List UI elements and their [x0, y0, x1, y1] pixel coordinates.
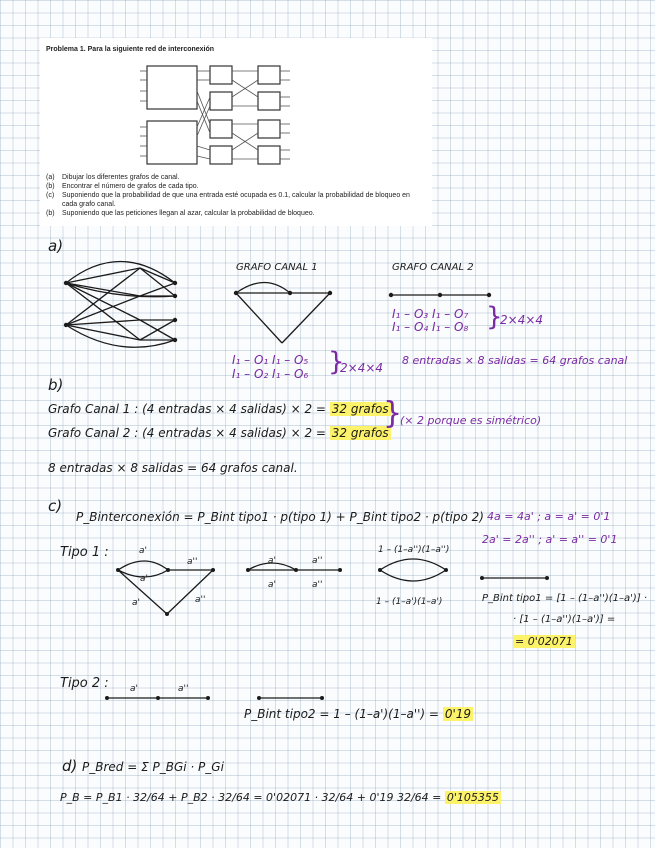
brace: } — [328, 347, 345, 377]
edge-label: a' — [139, 546, 147, 556]
edge-label: a' — [130, 684, 138, 694]
part-b-line2-result: 32 grafos — [331, 426, 389, 440]
part-b-label: b) — [48, 376, 64, 394]
equation-1: 4a = 4a' ; a = a' = 0'1 — [487, 510, 611, 523]
problem-item-text: Suponiendo que las peticiones llegan al azar, calcular la probabilidad de bloqueo. — [62, 210, 315, 217]
part-a-label: a) — [48, 237, 64, 255]
pbint2-text: P_Bint tipo2 = 1 – (1–a')(1–a'') = — [244, 707, 439, 721]
part-b-line1-result: 32 grafos — [331, 402, 389, 416]
pbint1-result — [513, 635, 575, 648]
grafo2-title: GRAFO CANAL 2 — [392, 262, 474, 273]
pbint1-line1: P_Bint tipo1 = [1 – (1–a'')(1–a')] · — [482, 593, 648, 604]
part-c-label: c) — [48, 497, 63, 515]
part-d-line2 — [60, 791, 501, 804]
problem-item-text: Dibujar los diferentes grafos de canal. — [62, 174, 180, 181]
edge-label: a' — [140, 574, 148, 584]
grafo1-title: GRAFO CANAL 1 — [236, 262, 318, 273]
pbint2-line — [244, 707, 473, 721]
grafo2-pair: I₁ – O₄ I₁ – O₈ — [392, 320, 469, 334]
symmetry-note: (× 2 porque es simétrico) — [400, 414, 542, 427]
problem-title: Problema 1. Para la siguiente red de interconexión — [46, 46, 215, 53]
part-d-line2-text: P_B = P_B1 · 32/64 + P_B2 · 32/64 = 0'02071 · 32/64 + 0'19 32/64 = — [60, 791, 442, 804]
edge-label: a'' — [312, 556, 323, 566]
problem-item-label: (a) — [46, 174, 55, 181]
brace: } — [486, 302, 503, 332]
equation-2: 2a' = 2a'' ; a' = a'' = 0'1 — [482, 533, 618, 546]
pbint1-result-value: = 0'02071 — [515, 635, 573, 648]
edge-label: a'' — [187, 557, 198, 567]
part-b-line3: 8 entradas × 8 salidas = 64 grafos canal. — [48, 461, 298, 475]
tipo2-label: Tipo 2 : — [60, 676, 109, 691]
problem-item-label: (c) — [46, 192, 55, 199]
problem-item-label: (b) — [46, 183, 55, 190]
problem-item-text: Encontrar el número de grafos de cada tipo. — [62, 183, 199, 190]
edge-label: a'' — [178, 684, 189, 694]
grafo2-pair: I₁ – O₃ I₁ – O₇ — [392, 307, 469, 321]
part-d-label: d) — [62, 757, 78, 775]
grafo1-pair: I₁ – O₂ I₁ – O₆ — [232, 367, 309, 381]
problem-item-text: Suponiendo que la probabilidad de que una entrada esté ocupada es 0.1, calcular la probabilidad de bloqueo en — [62, 192, 410, 199]
problem-item-label: (b) — [46, 210, 55, 217]
brace: } — [383, 396, 403, 431]
part-d-result: 0'105355 — [446, 791, 499, 804]
edge-label: a' — [268, 556, 276, 566]
part-b-line1-text: Grafo Canal 1 : (4 entradas × 4 salidas) × 2 = — [48, 402, 326, 416]
edge-label: a'' — [195, 595, 206, 605]
edge-label: a' — [268, 580, 276, 590]
edge-label: a'' — [312, 580, 323, 590]
grafo1-pair: I₁ – O₁ I₁ – O₅ — [232, 353, 309, 367]
tipo1-label: Tipo 1 : — [60, 545, 109, 560]
problem-item-text: cada grafo canal. — [62, 201, 116, 208]
part-b-line2-text: Grafo Canal 2 : (4 entradas × 4 salidas) × 2 = — [48, 426, 326, 440]
grafo2-dims: 2×4×4 — [500, 313, 544, 327]
parallel-lower-label: 1 – (1–a')(1–a') — [376, 597, 443, 607]
pbint1-line2: · [1 – (1–a'')(1–a')] = — [513, 614, 616, 625]
part-d-line1: P_Bred = Σ P_BGi · P_Gi — [82, 760, 224, 774]
pbint2-result: 0'19 — [444, 707, 472, 721]
edge-label: a' — [132, 598, 140, 608]
blocking-formula: P_Binterconexión = P_Bint tipo1 · p(tipo 1) + P_Bint tipo2 · p(tipo 2) — [76, 510, 484, 524]
grafo1-dims: 2×4×4 — [340, 361, 384, 375]
parallel-upper-label: 1 – (1–a'')(1–a'') — [378, 545, 450, 555]
total-graphs-note: 8 entradas × 8 salidas = 64 grafos canal — [402, 354, 628, 367]
